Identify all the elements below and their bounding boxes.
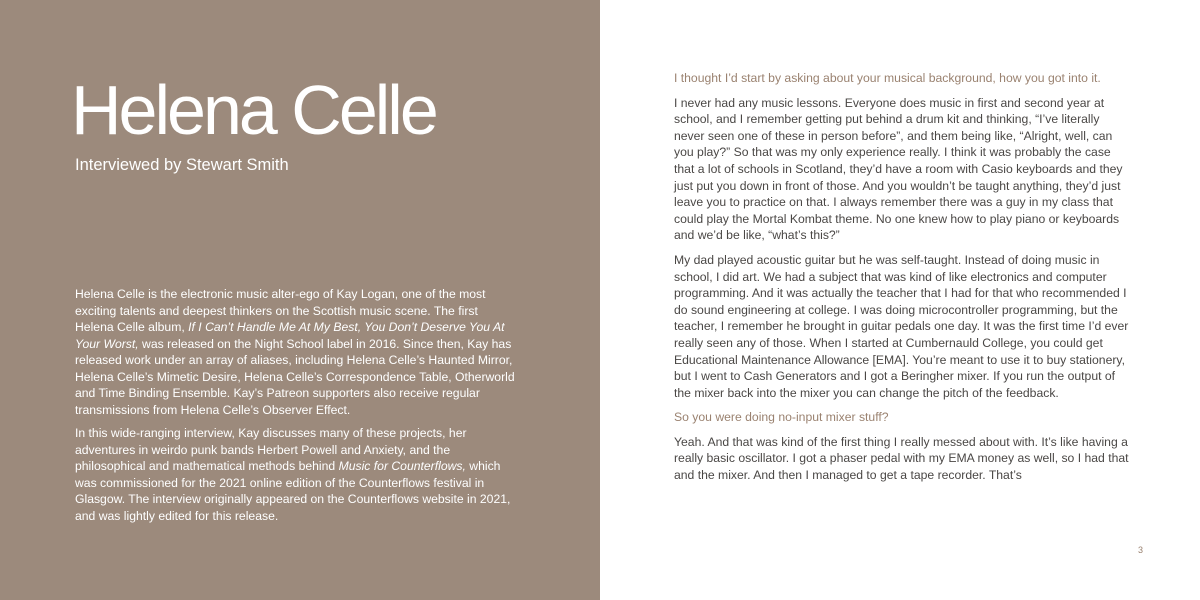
right-page bbox=[600, 0, 1200, 600]
intro-text: In this wide-ranging interview, Kay discusses many of these projects, her adventures in weirdo punk bands Herbert Powell and Anxiety, and the philosophical and mathematical methods behind bbox=[75, 426, 467, 473]
work-title: Music for Counterflows, bbox=[338, 459, 466, 473]
interview-text bbox=[674, 70, 1130, 492]
interview-answer: I never had any music lessons. Everyone does music in first and second year at school, and I remember getting put behind a drum kit and thinking, “I’ve literally never seen one of these in person before”, and them being like, “Alright, well, can you play?” So that was my only experience really. I think it was probably the case that a lot of schools in Scotland, they’d have a room with Casio keyboards and they just put you down in front of those. And you wouldn’t be taught anything, they’d just leave you to practice on that. I always remember there was a guy in my class that could play the Mortal Kombat theme. No one knew how to play piano or keyboards and we’d be like, “what’s this?” bbox=[674, 95, 1123, 243]
interview-question: So you were doing no-input mixer stuff? bbox=[674, 410, 889, 425]
interview-answer: My dad played acoustic guitar but he was self-taught. Instead of doing music in school, I did art. We had a subject that was kind of like electronics and computer programming. And it was actually the teacher that I had for that who recommended I do sound engineering at college. I was doing microcontroller programming, but the teacher, I remember he brought in guitar pedals one day. It was the first time I’d ever really seen any of those. When I started at Cumbernauld College, you could get Educational Maintenance Allowance [EMA]. You’re meant to use it to buy stationery, but I went to Cash Generators and I got a Beringher mixer. If you run the output of the mixer back into the mixer you can change the pitch of the feedback. bbox=[674, 252, 1129, 400]
album-title: If I Can’t Handle Me At My Best, You Don’t Deserve You At Your Worst, bbox=[75, 320, 505, 351]
page-number: 3 bbox=[1138, 545, 1144, 555]
interviewer-byline: Interviewed by Stewart Smith bbox=[75, 156, 289, 174]
page-title: Helena Celle bbox=[71, 71, 436, 149]
interview-question: I thought I’d start by asking about your musical background, how you got into it. bbox=[674, 71, 1101, 85]
intro-paragraph bbox=[75, 425, 515, 524]
intro-text: Helena Celle is the electronic music alter-ego of Kay Logan, one of the most exciting talents and deepest thinkers on the Scottish music scene. The first Helena Celle album, bbox=[75, 287, 486, 334]
intro-text: which was commissioned for the 2021 online edition of the Counterflows festival in Glasgow. The interview originally appeared on the Counterflows website in 2021, and was lightly edited for this release. bbox=[75, 459, 511, 523]
interview-answer: Yeah. And that was kind of the first thing I really messed about with. It’s like having a really basic oscillator. I got a phaser pedal with my EMA money as well, so I had that and the mixer. And then I managed to get a tape recorder. That’s bbox=[674, 434, 1129, 483]
introduction bbox=[75, 286, 515, 531]
intro-text: was released on the Night School label in 2016. Since then, Kay has released work under an array of aliases, including Helena Celle’s Haunted Mirror, Helena Celle’s Mimetic Desire, Helena Celle’s Correspondence Table, Otherworld and Time Binding Ensemble. Kay’s Patreon supporters also receive regular transmissions from Helena Celle’s Observer Effect. bbox=[75, 336, 515, 417]
intro-paragraph bbox=[75, 286, 515, 418]
